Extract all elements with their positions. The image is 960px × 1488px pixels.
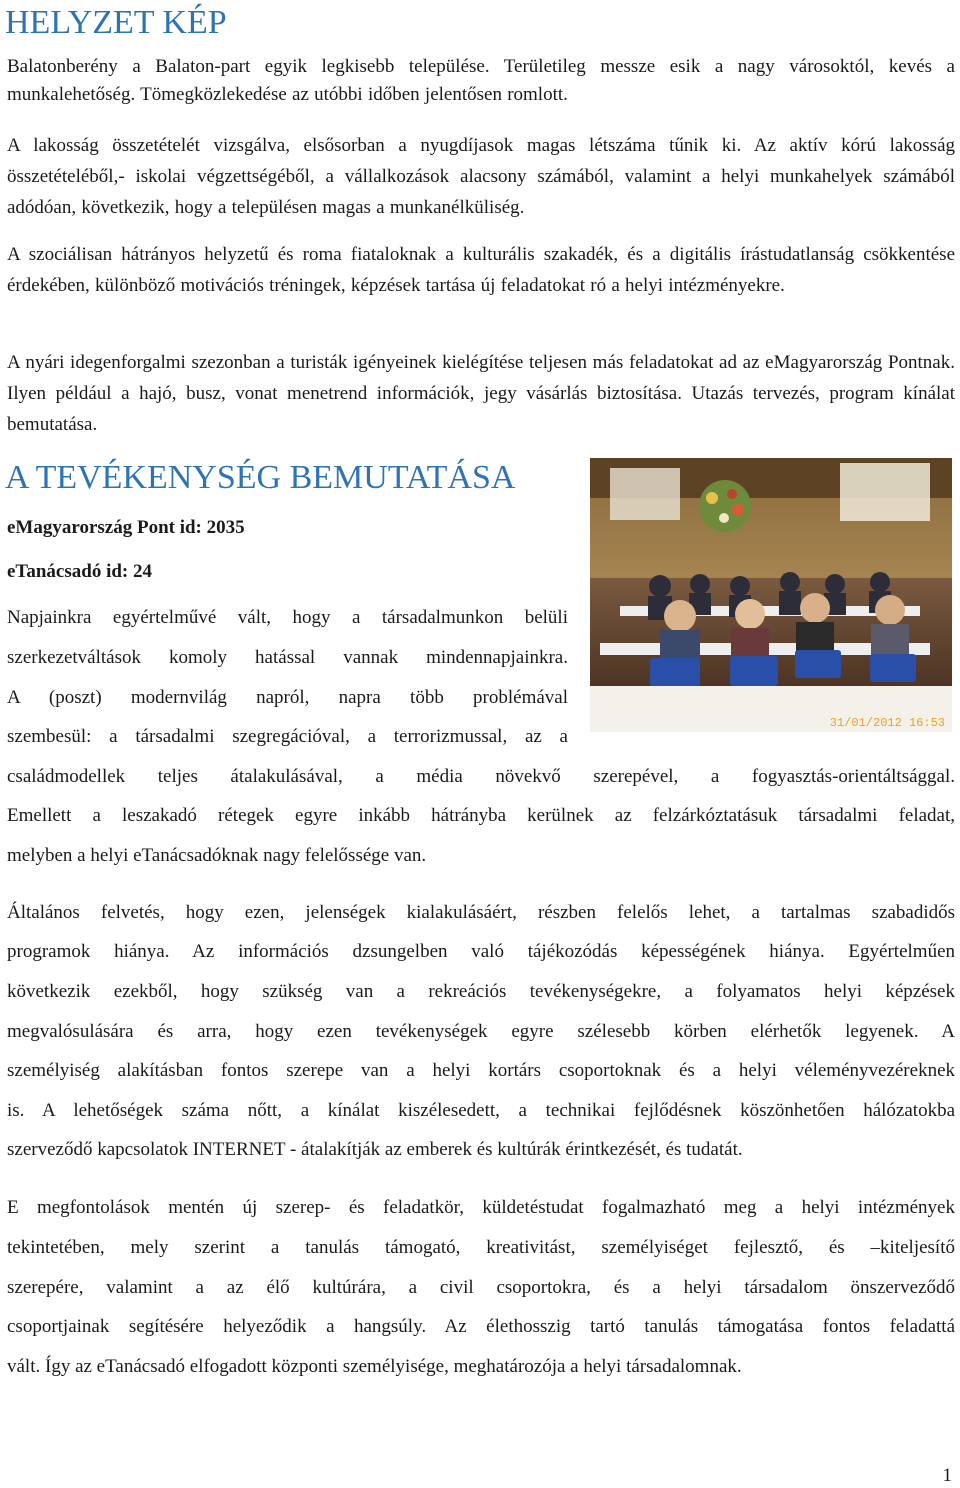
- wrapped-line: szerkezetváltások komoly hatással vannak mindennapjainkra.: [7, 647, 568, 668]
- text-line: melyben a helyi eTanácsadóknak nagy felelőssége van.: [7, 845, 427, 866]
- text-line: E megfontolások mentén új szerep- és feladatkör, küldetéstudat fogalmazható meg a helyi intézmények: [7, 1197, 955, 1218]
- text-line: Általános felvetés, hogy ezen, jelenségek kialakulásáért, részben felelős lehet, a tartalmas szabadidős: [7, 902, 955, 923]
- emagyarorszag-pont-id: eMagyarország Pont id: 2035: [7, 517, 245, 538]
- paragraph-3: A szociálisan hátrányos helyzetű és roma fiataloknak a kulturális szakadék, és a digitális írástudatlanság csökkentése érdekében, különböző motivációs tréningek, képzések tartása új feladatokat ró a helyi intézményekre.: [7, 244, 955, 296]
- page-number: 1: [942, 1465, 952, 1486]
- heading-tevekenyseg-bemutatasa: A TEVÉKENYSÉG BEMUTATÁSA: [5, 459, 516, 496]
- text-line: szerveződő kapcsolatok INTERNET - átalakítják az emberek és kultúrák érintkezését, és tudatát.: [7, 1139, 743, 1160]
- paragraph-1: Balatonberény a Balaton-part egyik legkisebb települése. Területileg messze esik a nagy városoktól, kevés a munkalehetőség. Tömegközlekedése az utóbbi időben jelentősen romlott.: [7, 56, 955, 105]
- paragraph-2: A lakosság összetételét vizsgálva, elsősorban a nyugdíjasok magas létszáma tűnik ki. Az aktív kórú lakosság összetételéből,- iskolai végzettségéből, a vállalkozások alacsony számából, valamint a helyi munkahelyek számából adódóan, következik, hogy a településen magas a munkanélküliség.: [7, 135, 955, 218]
- classroom-photo: [590, 458, 952, 732]
- paragraph-4: A nyári idegenforgalmi szezonban a turisták igényeinek kielégítése teljesen más feladatokat ad az eMagyarország Pontnak. Ilyen például a hajó, busz, vonat menetrend információk, jegy vásárlás biztosítása. Utazás tervezés, program kínálat bemutatása.: [7, 352, 955, 435]
- text-line: csoportjainak segítésére helyeződik a hangsúly. Az élethosszig tartó tanulás támogatása fontos feladattá: [7, 1316, 955, 1337]
- wrapped-line: A (poszt) modernvilág napról, napra több problémával: [7, 687, 568, 708]
- text-line: szerepére, valamint a az élő kultúrára, a civil csoportokra, és a helyi társadalom önszerveződő: [7, 1277, 955, 1298]
- text-line: személyiség alakításban fontos szerepe van a helyi kortárs csoportoknak és a helyi véleményvezéreknek: [7, 1060, 955, 1081]
- text-line: vált. Így az eTanácsadó elfogadott központi személyisége, meghatározója a helyi társadalomnak.: [7, 1356, 742, 1377]
- text-line: tekintetében, mely szerint a tanulás támogató, kreativitást, személyiséget fejlesztő, és –kiteljesítő: [7, 1237, 955, 1258]
- heading-helyzet-kep: HELYZET KÉP: [5, 4, 227, 41]
- wrapped-line: szembesül: a társadalmi szegregációval, a terrorizmussal, az a: [7, 726, 568, 747]
- text-line: megvalósulására és arra, hogy ezen tevékenységek egyre szélesebb körben elérhetők legyenek. A: [7, 1021, 955, 1042]
- text-line: Emellett a leszakadó rétegek egyre inkább hátrányba kerülnek az felzárkóztatásuk társadalmi feladat,: [7, 805, 955, 826]
- text-line: programok hiánya. Az információs dzsungelben való tájékozódás képességének hiánya. Egyértelműen: [7, 941, 955, 962]
- photo-timestamp: 31/01/2012 16:53: [829, 716, 945, 730]
- wrapped-line: Napjainkra egyértelművé vált, hogy a társadalmunkon belüli: [7, 607, 568, 628]
- etanacsado-id: eTanácsadó id: 24: [7, 561, 152, 582]
- text-line: családmodellek teljes átalakulásával, a média növekvő szerepével, a fogyasztás-orientáltsággal.: [7, 766, 955, 787]
- text-line: következik ezekből, hogy szükség van a rekreációs tevékenységekre, a folyamatos helyi képzések: [7, 981, 955, 1002]
- text-line: is. A lehetőségek száma nőtt, a kínálat kiszélesedett, a technikai fejlődésnek köszönhetően hálózatokba: [7, 1100, 955, 1121]
